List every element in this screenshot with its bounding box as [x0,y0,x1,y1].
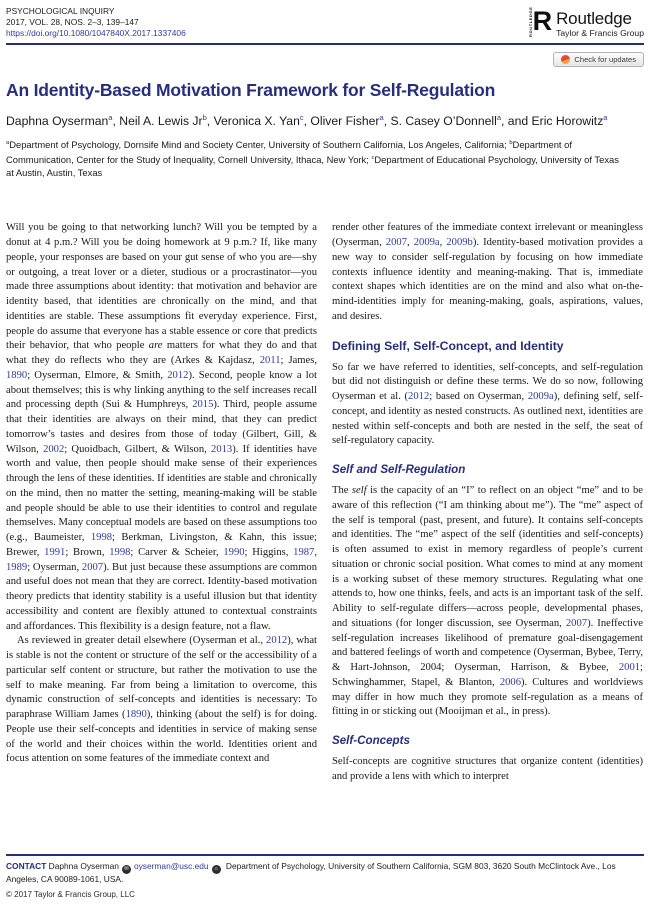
text: ). If identities have worth and value, then people should make sense of their experiences through the lens of these identities. If identities are stable and chronically on the mind, then no matter the setting, meaning-making will be stable and people should be able to use their identities to control and regulate themselves. Many conceptual models are based on these assumptions too (e.g., Baumeister, [6,443,317,544]
text: , Neil A. Lewis Jr [112,113,203,128]
author-superscript: a [108,112,113,122]
affiliation-superscript: c [371,154,375,161]
text: ; Quoidbach, Gilbert, & Wilson, [64,443,212,455]
text: , Oliver Fisher [303,113,380,128]
journal-title: PSYCHOLOGICAL INQUIRY [6,6,115,16]
citation-link[interactable]: 2012 [266,635,288,647]
citation-link[interactable]: 2011 [259,355,281,367]
citation-link[interactable]: 2012 [408,391,430,403]
citation-link[interactable]: 2006 [499,676,522,688]
text: is the capacity of an “I” to reflect on an object “me” and to be aware of this reflection (“I am thinking about me”). The “me” aspect of the self is temporal (past, present, and future). It contains self-concepts and identities. The “me” aspect of the self (identities and self-concepts) is often assumed to exist in memory regardless of people’s current situation or chronic social position. What comes to mind at any moment is a working subset of these memory structures. Regulating what one attends to, how one thinks, feels, and acts is an important task of the self. Ability to self-regulate differs—across people, developmental phases, and situations (for longer discussion, see Oyserman, [332,485,643,629]
check-for-updates-button[interactable] [553,52,644,67]
citation-link[interactable]: 2009a [413,237,440,249]
citation-link[interactable]: 1890 [125,709,147,721]
affiliation-superscript: a [6,139,10,146]
text: ; based on Oyserman, [429,391,528,403]
subsection-heading: Self and Self-Regulation [332,463,466,477]
citation-link[interactable]: 1890 [6,369,28,381]
citation-link[interactable]: 2007 [565,617,588,629]
text: , S. Casey O’Donnell [383,113,497,128]
article-title: An Identity-Based Motivation Framework for Self-Regulation [6,79,496,100]
text: ). Second, people know a lot about themselves; this is why linking anything to the self increases recall and processing depth (Sui & Humphreys, [6,369,317,411]
journal-info [6,6,186,40]
check-for-updates-label: Check for updates [574,54,636,64]
doi-link[interactable]: https://doi.org/10.1080/1047840X.2017.1337406 [6,28,186,39]
italic-text: self [351,485,367,497]
citation-link[interactable]: 2015 [192,399,214,411]
page-footer [6,854,644,900]
text: ; Oyserman, Elmore, & Smith, [27,369,168,381]
routledge-r-icon: R [532,6,553,36]
citation-link[interactable]: 1987 [293,546,315,558]
citation-link[interactable]: 2007 [385,237,407,249]
text: , and Eric Horowitz [501,113,604,128]
text: ), what is stable is not the content or structure of the self or the accessibility of a particular self content or structure, but rather the motivation to use the self to make meaning. Far from being a limitation to overcome, this dynamic construction of self-concepts and identities is necessary: To paraphrase William James ( [6,635,317,721]
section-heading: Defining Self, Self-Concept, and Identity [332,338,564,353]
text: ; James, [280,355,317,367]
crossmark-icon [561,55,570,64]
text: , [439,237,447,249]
citation-link[interactable]: 1998 [109,546,131,558]
text: , Veronica X. Yan [206,113,300,128]
text: , [406,237,414,249]
contact-label: CONTACT [6,861,47,871]
text: , [314,546,317,558]
article-body [6,221,644,784]
text: ). But just because these assumptions are common and useful does not mean that they are correct. Identity-based motivation theory predicts that identity stability is a useful illusion but that identity accessibility and content are flexibly attuned to contextual constraints and affordances. This flexibility is a design feature, not a flaw. [6,561,317,632]
text: ). Identity-based motivation provides a new way to consider self-regulation by focusing on how immediate contexts influence identity and meaning-making. That is, immediate context shapes which identities are on the mind and also what on-the-mind-identities imply for meaning-making, goals, aspirations, values, and desires. [332,237,643,322]
author-superscript: a [496,112,502,122]
left-column [6,221,317,784]
citation-link[interactable]: 2012 [167,369,189,381]
citation-link[interactable]: 1990 [223,546,245,558]
text: ; Oyserman, [27,561,82,573]
author-superscript: b [202,112,207,122]
text: ; Schwinghammer, Stapel, & Blanton, [332,662,643,688]
author-line [6,113,644,128]
citation-link[interactable]: 1991 [44,546,66,558]
text: Department of Psychology, University of Southern California, SGM 803, 3620 South McClintock Ave., Los Angeles, CA 90089-1061, USA. [6,861,616,885]
email-link[interactable]: oyserman@usc.edu [133,861,209,871]
contact-line [6,861,644,886]
text: ; Brown, [65,546,110,558]
author-superscript: a [603,112,608,122]
text: matters for what they do and that what they do reflects who they are (Arkes & Kajdasz, [6,340,318,367]
text: Department of Communication, Center for the Study of Inequality, Cornell University, Ithaca, New York; [6,138,572,165]
publisher-wordmark [556,8,644,38]
routledge-logo [528,8,644,38]
text: ). Ineffective self-regulation increases likelihood of premature goal-disengagement and battered feelings of worth and competence (Oyserman, Bybee, Terry, & Hart-Johnson, 2004; Oyserman, Harrison, & Bybee, [332,617,643,674]
italic-text: are [148,340,163,352]
text: Daphna Oyserman [46,861,119,871]
citation-link[interactable]: 2009b [446,237,473,249]
text: ). Cultures and worldviews may differ in how much they promote self-regulation as a means of fitting in or sticking out (Mooijman et al., in press). [332,676,644,718]
paragraph [6,221,317,634]
paragraph [332,221,643,324]
publisher-group: Taylor & Francis Group [556,28,644,38]
text: ; Carver & Scheier, [130,546,224,558]
building-icon: ⌂ [212,865,221,874]
subsection-heading: Self-Concepts [332,734,410,748]
paragraph [6,634,317,767]
text: Daphna Oyserman [6,113,109,128]
header-divider [6,43,644,45]
citation-link[interactable]: 2002 [43,443,65,455]
text: Department of Educational Psychology, University of Texas at Austin, Austin, Texas [6,153,619,178]
citation-link[interactable]: 1998 [90,532,113,544]
text: ). Third, people assume that their identities are always on their mind, that they can predict tomorrow’s tastes and desires from those of today (Gilbert, Gill, & Wilson, [6,399,317,455]
author-superscript: a [379,112,384,122]
copyright-line: © 2017 Taylor & Francis Group, LLC [6,889,135,899]
citation-link[interactable]: 2013 [211,443,233,455]
text: ; Berkman, Livingston, & Kahn, this issue; Brewer, [6,532,317,558]
envelope-icon: ✉ [122,865,131,874]
text: render other features of the immediate context irrelevant or meaningless (Oyserman, [332,222,643,249]
text: As reviewed in greater detail elsewhere (Oyserman et al., [17,635,267,647]
badge-row [6,52,644,67]
text: ), defining self, self-concept, and identity as nested constructs. As outlined next, identities are nested within self-concepts and both are nested in the self, the seat of self-regulatory capacity. [332,391,643,447]
right-column [332,221,643,784]
routledge-logo-mark [528,8,553,37]
paragraph [332,361,643,450]
citation-link[interactable]: 2001 [618,662,641,674]
text: Department of Psychology, Dornsife Mind and Society Center, University of Southern California, Los Angeles, California; [9,138,510,150]
page-header [6,6,644,40]
text: ), thinking (about the self) is for doing. People use their self-concepts and identities in service of making sense of the world and their choices within the world. Identities orient and focus attention on some features of the immediate context and [6,709,317,765]
citation-link[interactable]: 1989 [6,561,28,573]
publisher-name: Routledge [556,9,632,28]
text: Self-concepts are cognitive structures that organize content (identities) and provide a lens with which to interpret [332,756,643,782]
routledge-vertical-text: ROUTLEDGE [527,6,533,37]
citation-link[interactable]: 2009a [527,391,554,403]
text: Will you be going to that networking lunch? Will you be tempted by a donut at 4 p.m.? Will you be doing homework at 9 p.m.? If, like many people, your responses are based on your gut sense of who you are—shy or outgoing, a treat lover or a dieter, studious or a procrastinator—you made three assumptions about identity: that motivation and behavior are identity based, that identities are chronically on the mind, and that identities are stable. These assumptions fit everyday experience. First, people do assume that everyone has a stable essence or core that predicts their behavior, that who people [6,222,317,352]
affiliations [6,137,626,180]
text: So far we have referred to identities, self-concepts, and self-regulation but did not distinguish or define these terms. We do so now, following Oyserman et al. ( [332,361,643,403]
author-superscript: c [299,112,304,122]
citation-link[interactable]: 2007 [81,561,104,573]
text: ; Higgins, [244,546,294,558]
affiliation-superscript: b [509,139,513,146]
paragraph [332,484,643,720]
paragraph [332,755,643,785]
journal-volume-line: 2017, VOL. 28, NOS. 2–3, 139–147 [6,17,139,28]
text: The [332,485,352,497]
